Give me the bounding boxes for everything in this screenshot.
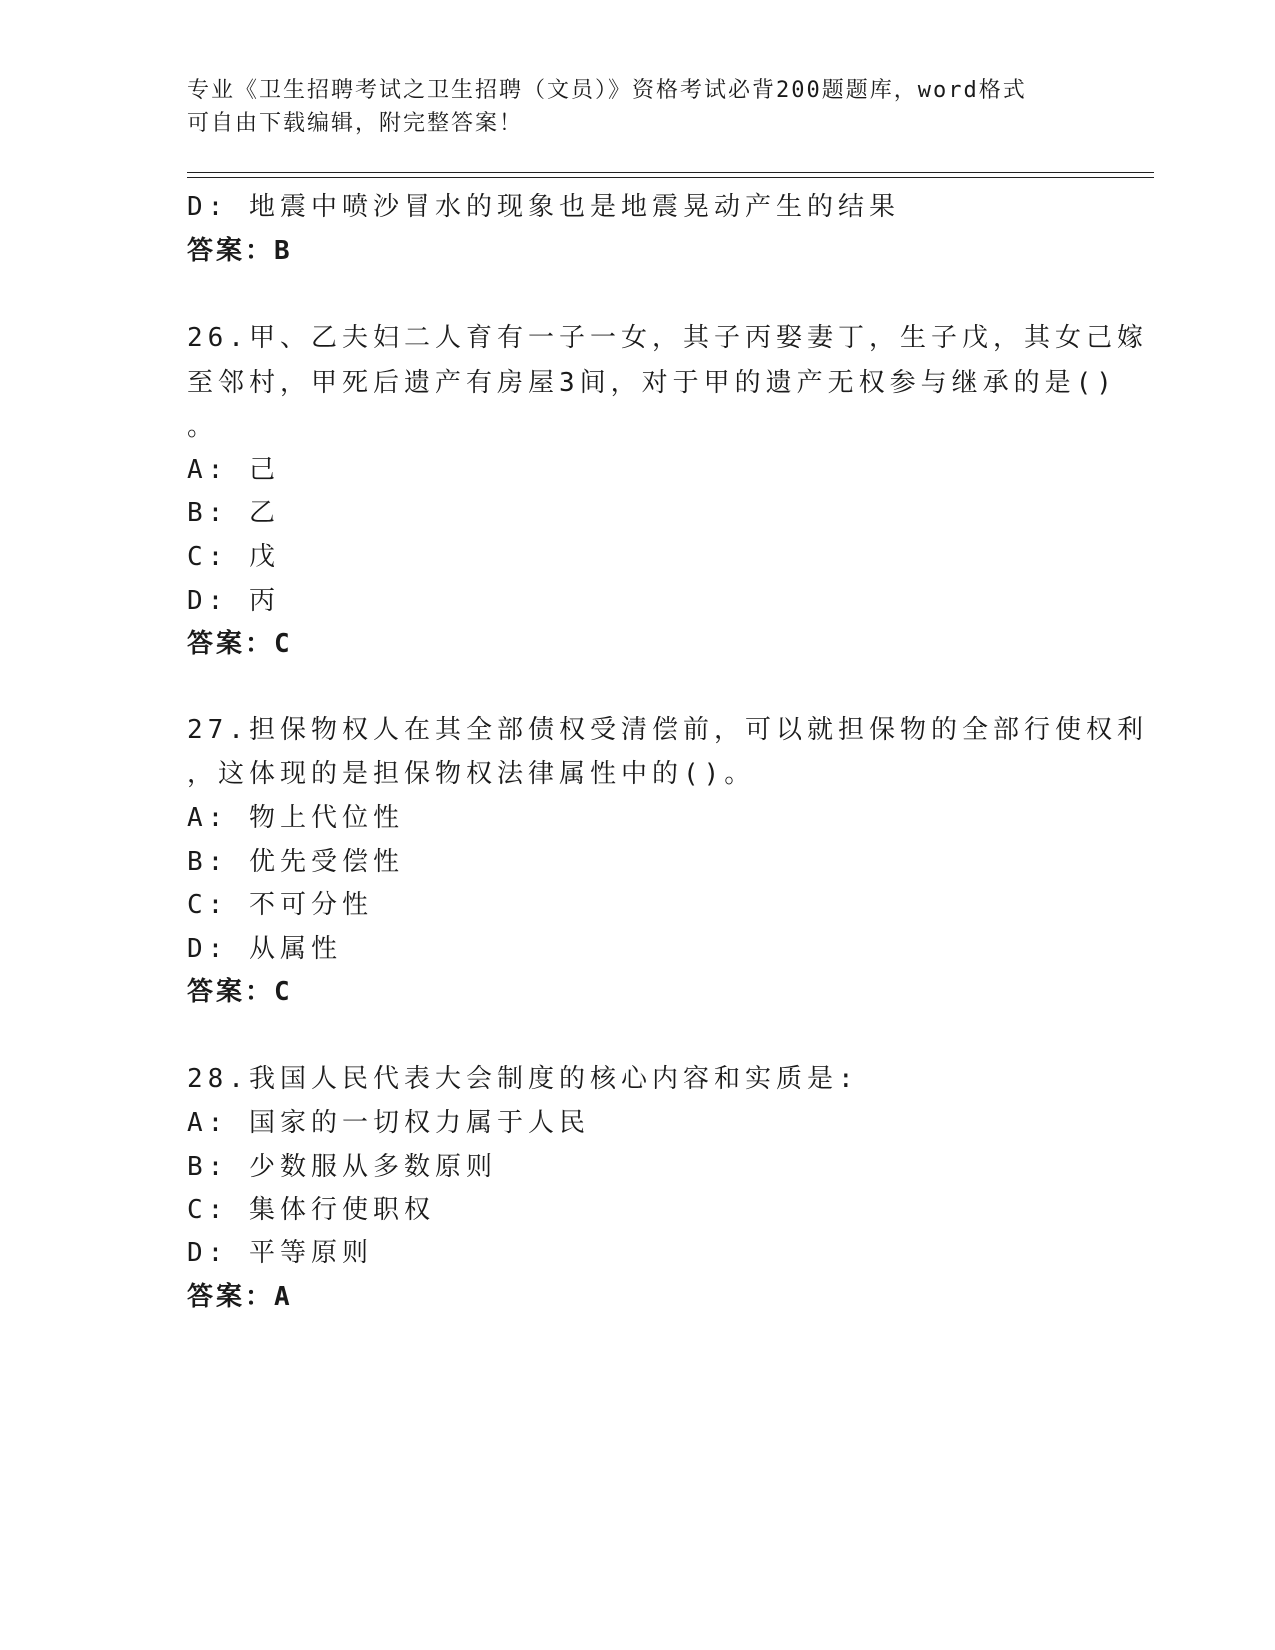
header-rule-top (187, 172, 1154, 173)
q26-stem-line-1: 26.甲、乙夫妇二人育有一子一女，其子丙娶妻丁，生子戊，其女己嫁 (187, 323, 1148, 353)
prev-option-d: D: 地震中喷沙冒水的现象也是地震晃动产生的结果 (187, 192, 900, 222)
q28-option-c: C: 集体行使职权 (187, 1195, 435, 1225)
q27-option-b: B: 优先受偿性 (187, 847, 404, 877)
q27-stem-line-1: 27.担保物权人在其全部债权受清偿前，可以就担保物的全部行使权利 (187, 715, 1148, 745)
q27-option-d: D: 从属性 (187, 934, 342, 964)
q28-stem: 28.我国人民代表大会制度的核心内容和实质是: (187, 1064, 859, 1094)
q26-option-c: C: 戊 (187, 542, 280, 572)
q27-answer: 答案：C (187, 977, 293, 1007)
q27-option-c: C: 不可分性 (187, 890, 373, 920)
q28-answer: 答案：A (187, 1282, 293, 1312)
q26-option-a: A: 己 (187, 455, 280, 485)
q26-stem-line-3: 。 (187, 412, 219, 442)
header-line-2: 可自由下载编辑，附完整答案！ (187, 111, 524, 136)
q28-option-b: B: 少数服从多数原则 (187, 1152, 497, 1182)
prev-answer: 答案：B (187, 236, 293, 266)
header-line-1: 专业《卫生招聘考试之卫生招聘（文员）》资格考试必背200题题库，word格式 (187, 78, 1027, 103)
q26-option-b: B: 乙 (187, 498, 280, 528)
q26-stem-line-2: 至邻村，甲死后遗产有房屋3间，对于甲的遗产无权参与继承的是() (187, 368, 1117, 398)
header-rule-bottom (187, 177, 1154, 178)
document-header (187, 74, 1087, 140)
q28-option-a: A: 国家的一切权力属于人民 (187, 1108, 590, 1138)
q27-option-a: A: 物上代位性 (187, 803, 404, 833)
q27-stem-line-2: ，这体现的是担保物权法律属性中的()。 (187, 759, 756, 789)
q28-option-d: D: 平等原则 (187, 1238, 373, 1268)
q26-option-d: D: 丙 (187, 586, 280, 616)
q26-answer: 答案：C (187, 629, 293, 659)
